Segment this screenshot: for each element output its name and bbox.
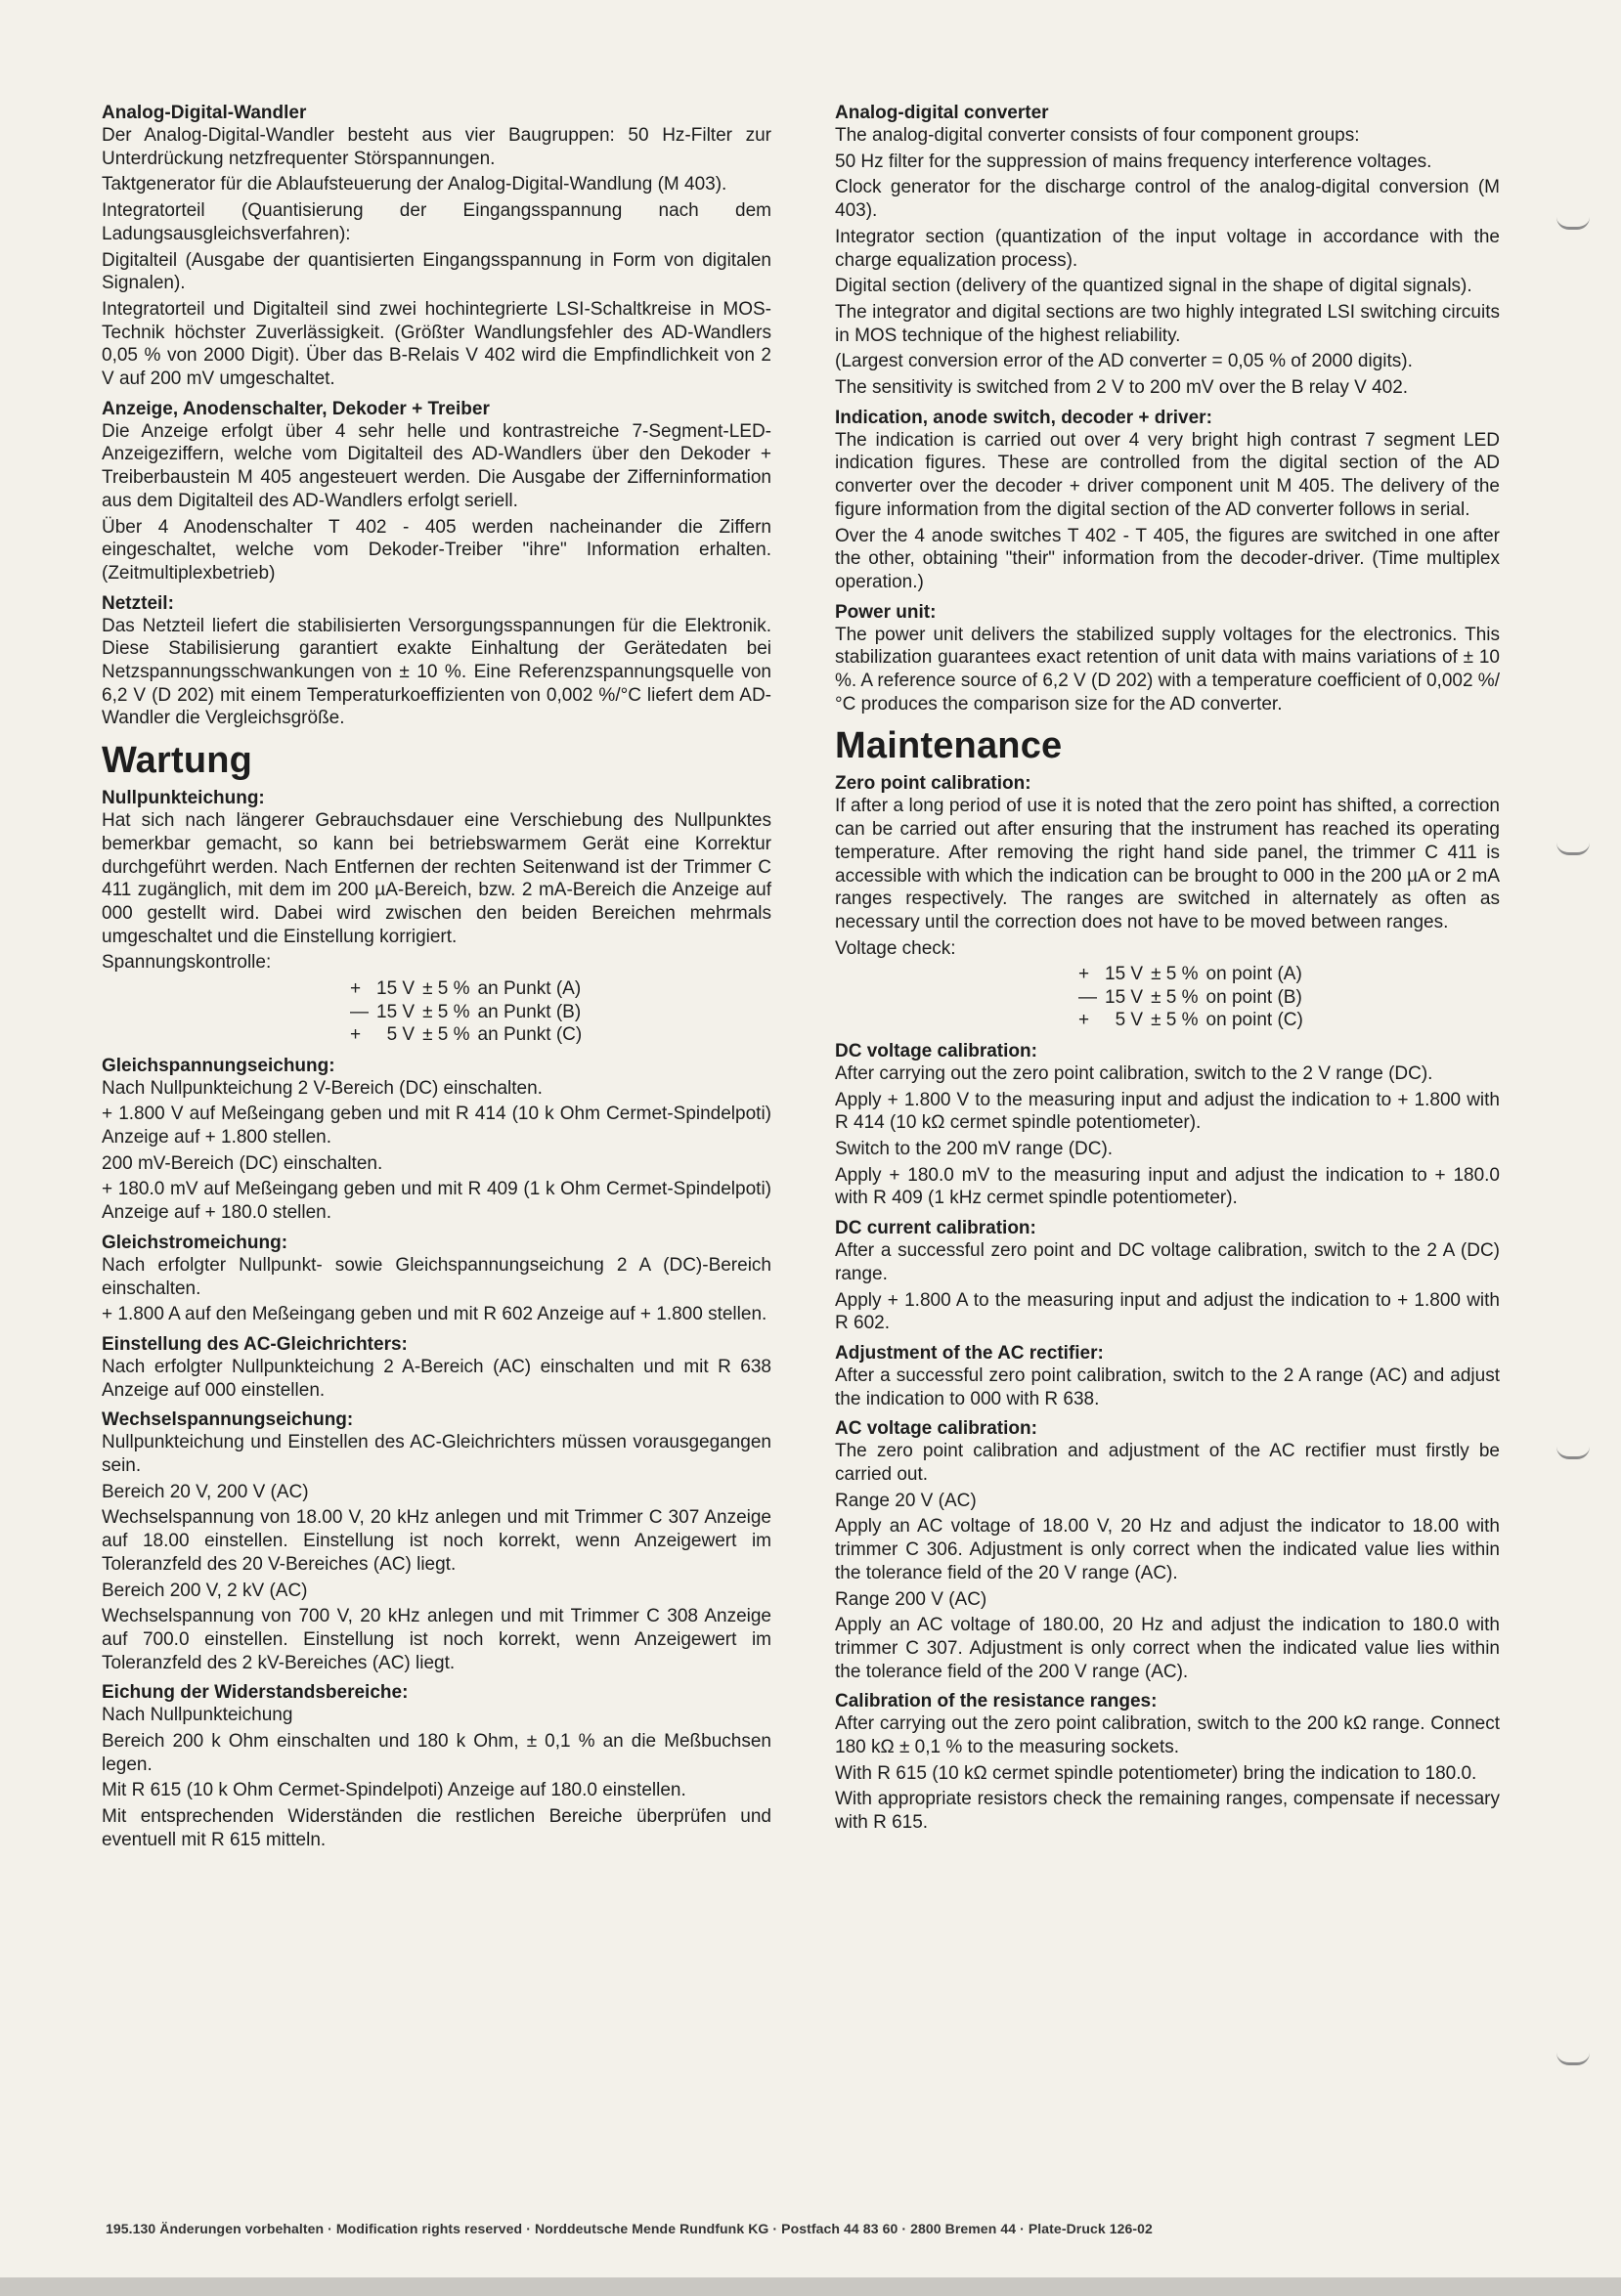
voltage-cell: on point (C) (1205, 1010, 1303, 1031)
paragraph: + 1.800 V auf Meßeingang geben und mit R 414 (10 k Ohm Cermet-Spindelpoti) Anzeige auf + 1.800 stellen. (102, 1104, 771, 1148)
section-heading: Indication, anode switch, decoder + driver: (835, 407, 1212, 428)
paragraph: Die Anzeige erfolgt über 4 sehr helle und kontrastreiche 7-Segment-LED-Anzeigeziffern, welche vom Digitalteil des AD-Wandlers über den Dekoder + Treiberbaustein M 405 angesteuert werden. Die Ausgabe der Zifferninformation aus dem Digitalteil des AD-Wandlers erfolgt seriell. (102, 420, 771, 511)
paragraph: Range 200 V (AC) (835, 1588, 987, 1610)
paragraph: Voltage check: (835, 937, 956, 959)
paragraph: Mit R 615 (10 k Ohm Cermet-Spindelpoti) Anzeige auf 180.0 einstellen. (102, 1780, 686, 1801)
paragraph: Apply + 1.800 V to the measuring input and adjust the indication to + 1.800 with R 414 (10 kΩ cermet spindle potentiometer). (835, 1089, 1500, 1134)
punch-mark (1556, 843, 1590, 855)
paragraph: Spannungskontrolle: (102, 952, 272, 974)
paragraph: Bereich 20 V, 200 V (AC) (102, 1481, 309, 1502)
section-heading: Power unit: (835, 601, 937, 623)
paragraph: Integratorteil (Quantisierung der Eingangsspannung nach dem Ladungsausgleichsverfahren): (102, 200, 771, 244)
paragraph: After carrying out the zero point calibration, switch to the 200 kΩ range. Connect 180 kΩ ± 0,1 % to the measuring sockets. (835, 1713, 1500, 1758)
section-heading: Wechselspannungseichung: (102, 1409, 354, 1431)
paragraph: With appropriate resistors check the remaining ranges, compensate if necessary with R 615. (835, 1789, 1500, 1834)
voltage-cell: + (1078, 1010, 1090, 1031)
section-heading: Zero point calibration: (835, 773, 1031, 795)
paragraph: Das Netzteil liefert die stabilisierten Versorgungsspannungen für die Elektronik. Diese Stabilisierung garantiert exakte Einhaltung der Gerätedaten bei Netzspannungsschwankungen von ± 10 %. Eine Referenzspannungsquelle von 6,2 V (D 202) mit einem Temperaturkoeffizienten von 0,002 %/°C liefert dem AD-Wandler die Vergleichsgröße. (102, 615, 771, 729)
paragraph: + 1.800 A auf den Meßeingang geben und mit R 602 Anzeige auf + 1.800 stellen. (102, 1304, 767, 1325)
voltage-cell: ± 5 % (422, 978, 470, 1000)
section-heading: Gleichstromeichung: (102, 1232, 288, 1253)
scan-edge (0, 2277, 1621, 2296)
voltage-cell: ± 5 % (422, 1024, 470, 1046)
voltage-cell: + (350, 1024, 362, 1046)
punch-mark (1556, 1447, 1590, 1459)
punch-mark (1556, 2053, 1590, 2065)
section-heading: Calibration of the resistance ranges: (835, 1691, 1158, 1712)
voltage-cell: — (1078, 986, 1097, 1008)
paragraph: Clock generator for the discharge control of the analog-digital conversion (M 403). (835, 177, 1500, 222)
voltage-cell: on point (A) (1205, 964, 1302, 985)
paragraph: 50 Hz filter for the suppression of mains frequency interference voltages. (835, 151, 1432, 172)
paragraph: Nach erfolgter Nullpunkt- sowie Gleichspannungseichung 2 A (DC)-Bereich einschalten. (102, 1254, 771, 1299)
voltage-cell: an Punkt (B) (477, 1001, 582, 1022)
paragraph: (Largest conversion error of the AD converter = 0,05 % of 2000 digits). (835, 351, 1413, 372)
paragraph: Range 20 V (AC) (835, 1490, 977, 1511)
paragraph: Wechselspannung von 18.00 V, 20 kHz anlegen und mit Trimmer C 307 Anzeige auf 18.00 einstellen. Einstellung ist noch korrekt, wenn Anzeigewert im Toleranzfeld des 20 V-Bereiches (AC) liegt. (102, 1507, 771, 1575)
section-heading: DC voltage calibration: (835, 1040, 1037, 1061)
section-heading: Analog-digital converter (835, 103, 1049, 123)
paragraph: With R 615 (10 kΩ cermet spindle potentiometer) bring the indication to 180.0. (835, 1762, 1477, 1784)
paragraph: The integrator and digital sections are two highly integrated LSI switching circuits in MOS technique of the highest reliability. (835, 301, 1500, 346)
paragraph: Mit entsprechenden Widerständen die restlichen Bereiche überprüfen und eventuell mit R 615 mitteln. (102, 1806, 771, 1850)
paragraph: Switch to the 200 mV range (DC). (835, 1139, 1114, 1159)
voltage-cell: 15 V (1105, 986, 1144, 1008)
voltage-row (1074, 986, 1307, 1010)
paragraph: Nullpunkteichung und Einstellen des AC-Gleichrichters müssen vorausgegangen sein. (102, 1432, 771, 1477)
voltage-row (1074, 963, 1307, 986)
paragraph: + 180.0 mV auf Meßeingang geben und mit R 409 (1 k Ohm Cermet-Spindelpoti) Anzeige auf + 180.0 stellen. (102, 1179, 771, 1224)
section-heading: Analog-Digital-Wandler (102, 103, 307, 123)
voltage-cell: an Punkt (C) (477, 1024, 583, 1046)
voltage-cell: ± 5 % (1151, 1010, 1199, 1031)
paragraph: If after a long period of use it is noted that the zero point has shifted, a correction can be carried out after ensuring that the instrument has reached its operating temperature. After removing the right hand side panel, the trimmer C 411 is accessible with which the indication can be brought to 000 in the 200 µA or 2 mA ranges respectively. The ranges are switched in alternately as often as necessary until the correction does not have to be moved between ranges. (835, 796, 1500, 932)
voltage-cell: ± 5 % (1151, 986, 1199, 1008)
voltage-row (1074, 1009, 1307, 1032)
voltage-cell: on point (B) (1205, 986, 1302, 1008)
paragraph: Der Analog-Digital-Wandler besteht aus vier Baugruppen: 50 Hz-Filter zur Unterdrückung netzfrequenter Störspannungen. (102, 125, 771, 169)
section-heading: Eichung der Widerstandsbereiche: (102, 1682, 409, 1704)
voltage-cell: ± 5 % (1151, 964, 1199, 985)
paragraph: Hat sich nach längerer Gebrauchsdauer eine Verschiebung des Nullpunktes bemerkbar gemacht, so kann bei betriebswarmem Gerät eine Korrektur durchgeführt werden. Nach Entfernen der rechten Seitenwand ist der Trimmer C 411 zugänglich, mit dem im 200 µA-Bereich, bzw. 2 mA-Bereich die Anzeige auf 000 gestellt wird. Dabei wird zwischen den beiden Bereichen mehrmals umgeschaltet und die Einstellung korrigiert. (102, 810, 771, 947)
wartung-big-heading: Wartung (102, 740, 253, 782)
voltage-row (346, 1001, 586, 1024)
voltage-cell: an Punkt (A) (477, 978, 582, 1000)
paragraph: Bereich 200 V, 2 kV (AC) (102, 1580, 308, 1601)
voltage-cell: — (350, 1001, 369, 1022)
section-heading: Netzteil: (102, 592, 174, 614)
paragraph: After a successful zero point and DC voltage calibration, switch to the 2 A (DC) range. (835, 1240, 1500, 1284)
section-heading: Anzeige, Anodenschalter, Dekoder + Treiber (102, 398, 490, 419)
german-column (102, 98, 771, 1855)
section-heading: Adjustment of the AC rectifier: (835, 1342, 1104, 1364)
section-heading: Einstellung des AC-Gleichrichters: (102, 1333, 408, 1355)
english-column (835, 98, 1500, 1838)
punch-mark (1556, 217, 1590, 230)
paragraph: Integrator section (quantization of the input voltage in accordance with the charge equalization process). (835, 226, 1500, 271)
paragraph: The indication is carried out over 4 very bright high contrast 7 segment LED indication figures. These are controlled from the digital section of the AD converter over the decoder + driver component unit M 405. The delivery of the figure information from the digital section of the AD converter follows in serial. (835, 429, 1500, 520)
paragraph: Nach Nullpunkteichung 2 V-Bereich (DC) einschalten. (102, 1077, 543, 1099)
voltage-cell: 5 V (1115, 1010, 1144, 1031)
paragraph: The analog-digital converter consists of four component groups: (835, 125, 1360, 146)
paragraph: The zero point calibration and adjustment of the AC rectifier must firstly be carried out. (835, 1441, 1500, 1486)
voltage-cell: 15 V (376, 978, 416, 1000)
paragraph: The sensitivity is switched from 2 V to 200 mV over the B relay V 402. (835, 377, 1409, 399)
paragraph: Taktgenerator für die Ablaufsteuerung der Analog-Digital-Wandlung (M 403). (102, 174, 727, 195)
voltage-cell: + (1078, 964, 1090, 985)
voltage-cell: 5 V (386, 1024, 416, 1046)
voltage-cell: ± 5 % (422, 1001, 470, 1022)
paragraph: Integratorteil und Digitalteil sind zwei hochintegrierte LSI-Schaltkreise in MOS-Technik höchster Zuverlässigkeit. (Größter Wandlungsfehler des AD-Wandlers 0,05 % von 2000 Digit). Über das B-Relais V 402 wird die Empfindlichkeit von 2 V auf 200 mV umgeschaltet. (102, 298, 771, 390)
voltage-cell: 15 V (376, 1001, 416, 1022)
page-footer: 195.130 Änderungen vorbehalten · Modification rights reserved · Norddeutsche Mende Rundfunk KG · Postfach 44 83 60 · 2800 Bremen 44 · Plate-Druck 126-02 (106, 2221, 1153, 2236)
voltage-check-table (346, 977, 586, 1047)
paragraph: Apply an AC voltage of 18.00 V, 20 Hz and adjust the indicator to 18.00 with trimmer C 306. Adjustment is only correct when the indicated value lies within the tolerance field of the 20 V range (AC). (835, 1516, 1500, 1583)
voltage-row (346, 977, 586, 1001)
paragraph: Digital section (delivery of the quantized signal in the shape of digital signals). (835, 276, 1472, 297)
maintenance-big-heading: Maintenance (835, 725, 1063, 767)
paragraph: Digitalteil (Ausgabe der quantisierten Eingangsspannung in Form von digitalen Signalen). (102, 249, 771, 294)
voltage-row (346, 1023, 586, 1047)
paragraph: Apply + 1.800 A to the measuring input and adjust the indication to + 1.800 with R 602. (835, 1289, 1500, 1334)
section-heading: Nullpunkteichung: (102, 788, 265, 809)
paragraph: 200 mV-Bereich (DC) einschalten. (102, 1152, 383, 1174)
paragraph: Apply + 180.0 mV to the measuring input and adjust the indication to + 180.0 with R 409 (1 kHz cermet spindle potentiometer). (835, 1164, 1500, 1209)
voltage-check-table (1074, 963, 1307, 1032)
section-heading: AC voltage calibration: (835, 1418, 1037, 1440)
paragraph: Wechselspannung von 700 V, 20 kHz anlegen und mit Trimmer C 308 Anzeige auf 700.0 einstellen. Einstellung ist noch korrekt, wenn Anzeigewert im Toleranzfeld des 2 kV-Bereiches (AC) liegt. (102, 1606, 771, 1673)
paragraph: Nach erfolgter Nullpunkteichung 2 A-Bereich (AC) einschalten und mit R 638 Anzeige auf 000 einstellen. (102, 1356, 771, 1401)
voltage-cell: 15 V (1105, 964, 1144, 985)
paragraph: Over the 4 anode switches T 402 - T 405, the figures are switched in one after the other, obtaining "their" information from the decoder-driver. (Time multiplex operation.) (835, 525, 1500, 592)
section-heading: Gleichspannungseichung: (102, 1055, 335, 1076)
paragraph: After a successful zero point calibration, switch to the 2 A range (AC) and adjust the indication to 000 with R 638. (835, 1365, 1500, 1409)
paragraph: Nach Nullpunkteichung (102, 1705, 293, 1726)
section-heading: DC current calibration: (835, 1218, 1036, 1239)
voltage-cell: + (350, 978, 362, 1000)
paragraph: Bereich 200 k Ohm einschalten und 180 k Ohm, ± 0,1 % an die Meßbuchsen legen. (102, 1731, 771, 1775)
paragraph: Über 4 Anodenschalter T 402 - 405 werden nacheinander die Ziffern eingeschaltet, welche vom Dekoder-Treiber "ihre" Information erhalten. (Zeitmultiplexbetrieb) (102, 516, 771, 584)
paragraph: After carrying out the zero point calibration, switch to the 2 V range (DC). (835, 1062, 1433, 1084)
paragraph: Apply an AC voltage of 180.00, 20 Hz and adjust the indication to 180.0 with trimmer C 307. Adjustment is only correct when the indicated value lies within the tolerance field of the 200 V range (AC). (835, 1615, 1500, 1682)
paragraph: The power unit delivers the stabilized supply voltages for the electronics. This stabilization guarantees exact retention of unit data with mains variations of ± 10 %. A reference source of 6,2 V (D 202) with a temperature coefficient of 0,002 %/°C produces the comparison size for the AD converter. (835, 624, 1500, 715)
